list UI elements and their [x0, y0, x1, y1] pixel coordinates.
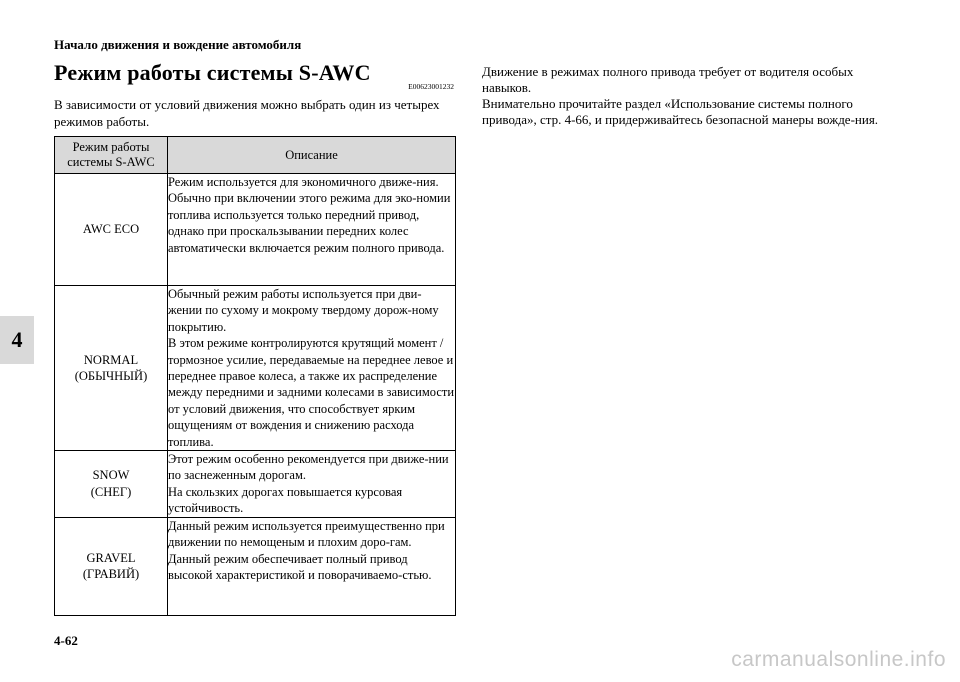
table-row [55, 451, 456, 518]
description-cell: Этот режим особенно рекомендуется при движе-нии по заснеженным дорогам. На скользких дорогах повышается курсовая устойчивость. [168, 451, 456, 518]
right-column-text [482, 64, 886, 128]
modes-table [54, 136, 456, 616]
chapter-tab-number: 4 [11, 327, 23, 352]
table-row [55, 517, 456, 615]
table-row [55, 286, 456, 451]
table-row [55, 174, 456, 286]
section-title: Режим работы системы S-AWC [54, 60, 371, 85]
description-cell: Режим используется для экономичного движе-ния. Обычно при включении этого режима для эко-номии топлива используется только передний привод, однако при проскальзывании передних колес автоматически включается режим полного привода. [168, 174, 456, 286]
mode-cell: AWC ECO [55, 174, 168, 286]
chapter-tab [0, 316, 34, 364]
mode-cell: GRAVEL (ГРАВИЙ) [55, 517, 168, 615]
skill-warning-paragraph: Движение в режимах полного привода требует от водителя особых навыков. [482, 64, 854, 95]
column-header-mode: Режим работы системы S-AWC [55, 137, 168, 174]
reference-paragraph: Внимательно прочитайте раздел «Использование системы полного привода», стр. 4-66, и придерживайтесь безопасной манеры вожде-ния. [482, 96, 879, 127]
intro-paragraph: В зависимости от условий движения можно выбрать один из четырех режимов работы. [54, 97, 440, 129]
description-cell: Обычный режим работы используется при дви-жении по сухому и мокрому твердому дорож-ному покрытию. В этом режиме контролируются крутящий момент / тормозное усилие, передаваемые на переднее левое и переднее правое колеса, а также их распределение между передними и задними колесами в зависимости от условий движения, что способствует ярким ощущениям от вождения и снижению расхода топлива. [168, 287, 455, 449]
chapter-header: Начало движения и вождение автомобиля [54, 37, 302, 52]
mode-cell: NORMAL (ОБЫЧНЫЙ) [55, 286, 168, 451]
watermark-text: carmanualsonline.info [731, 648, 946, 671]
table-header-row [55, 137, 456, 174]
column-header-description: Описание [168, 137, 456, 174]
document-code: E00623001232 [408, 82, 454, 91]
description-cell: Данный режим используется преимущественно при движении по немощеным и плохим доро-гам. Данный режим обеспечивает полный привод высокой характеристикой и поворачиваемо-стью. [168, 517, 456, 615]
mode-cell: SNOW (СНЕГ) [55, 451, 168, 518]
page-number: 4-62 [54, 633, 78, 648]
